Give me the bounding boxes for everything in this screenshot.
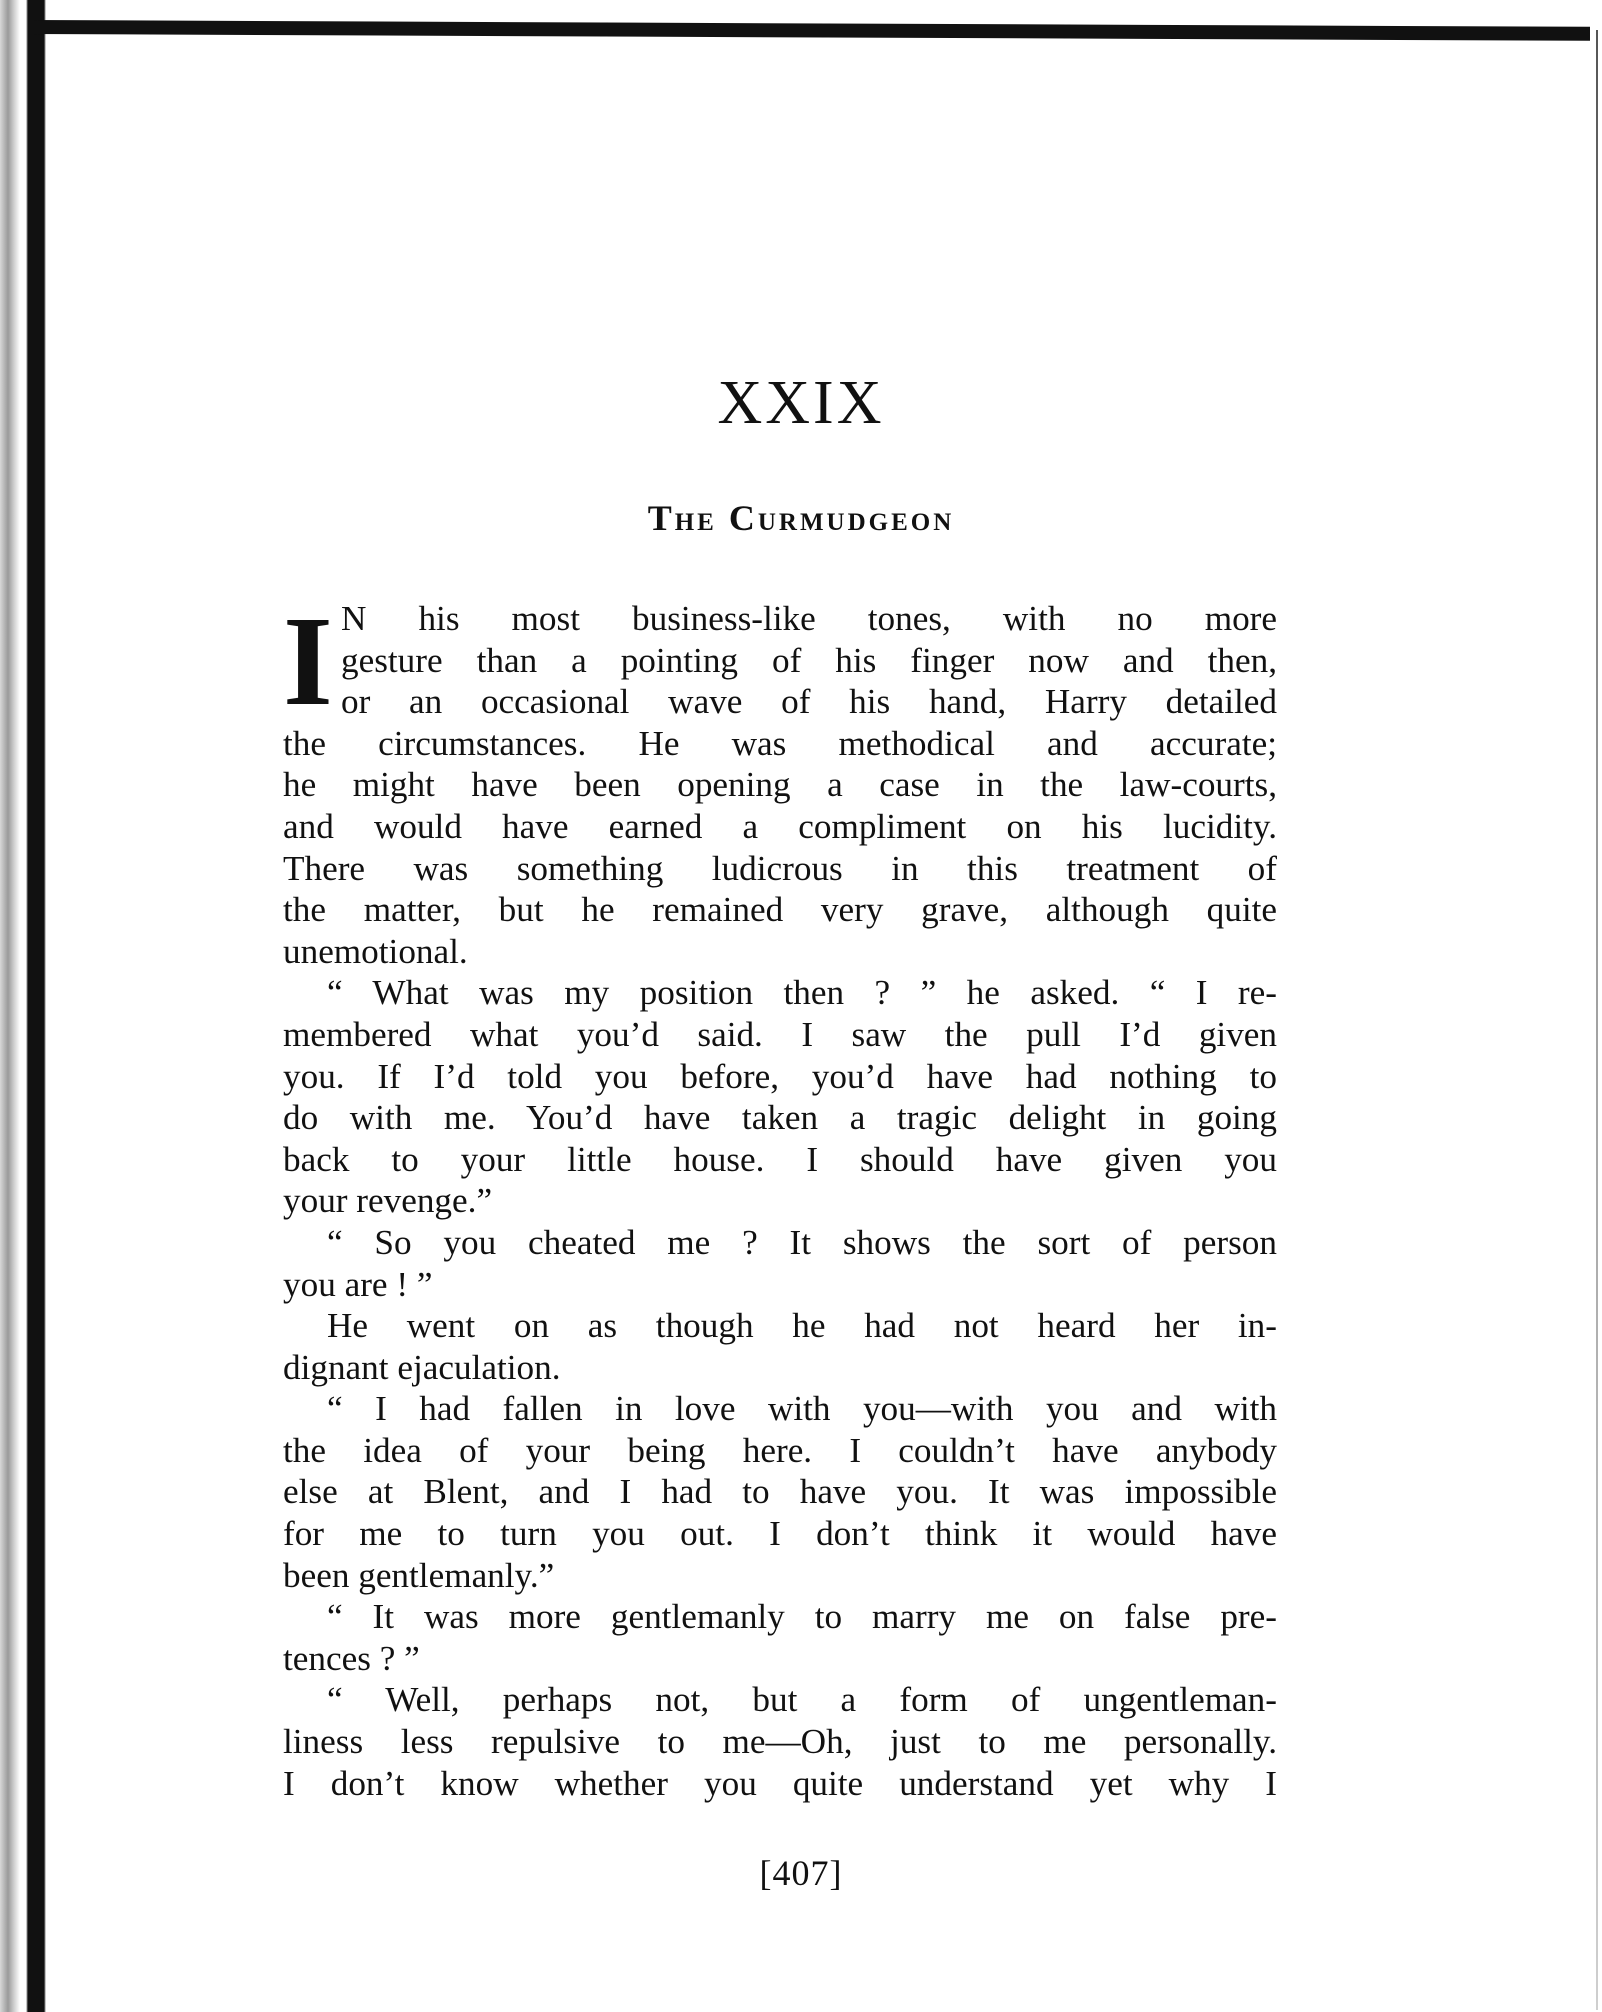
text-line: tences ? ” [283, 1638, 420, 1678]
body-text [283, 590, 1277, 1804]
text-line: the circumstances. He was methodical and accurate; [283, 723, 1277, 763]
text-line: else at Blent, and I had to have you. It was impossible [283, 1472, 1277, 1512]
text-line: dignant ejaculation. [283, 1347, 561, 1387]
text-line: the idea of your being here. I couldn’t have anybody [283, 1430, 1277, 1470]
text-line: been gentlemanly.” [283, 1555, 555, 1595]
text-line: N his most business-like tones, with no more [341, 599, 1277, 638]
text-line: do with me. You’d have taken a tragic delight in going [283, 1098, 1277, 1138]
text-line: “ I had fallen in love with you—with you and with [327, 1389, 1277, 1429]
text-line: for me to turn you out. I don’t think it would have [283, 1514, 1277, 1554]
text-line: “ What was my position then ? ” he asked. “ I re- [327, 973, 1277, 1013]
text-line: your revenge.” [283, 1181, 493, 1221]
page-number: [407] [759, 1853, 843, 1893]
text-line: “ It was more gentlemanly to marry me on false pre- [327, 1597, 1277, 1637]
text-line: “ Well, perhaps not, but a form of ungentleman- [327, 1680, 1277, 1720]
text-line: the matter, but he remained very grave, although quite [283, 890, 1277, 930]
scan-binding-edge [0, 0, 46, 2012]
text-line: membered what you’d said. I saw the pull I’d given [283, 1014, 1277, 1054]
text-line: or an occasional wave of his hand, Harry detailed [341, 682, 1277, 722]
text-line: and would have earned a compliment on his lucidity. [283, 806, 1277, 846]
text-line: gesture than a pointing of his finger now and then, [341, 640, 1277, 680]
text-line: I don’t know whether you quite understand yet why I [283, 1763, 1277, 1803]
drop-cap: I [283, 590, 333, 732]
text-line: he might have been opening a case in the law-courts, [283, 765, 1277, 805]
text-line: He went on as though he had not heard her in- [327, 1306, 1277, 1346]
text-line: liness less repulsive to me—Oh, just to me personally. [283, 1722, 1277, 1762]
text-line: unemotional. [283, 931, 468, 971]
scan-top-edge [30, 20, 1590, 41]
text-line: you. If I’d told you before, you’d have had nothing to [283, 1056, 1277, 1096]
text-line: you are ! ” [283, 1264, 433, 1304]
scan-right-edge [1596, 30, 1598, 2010]
chapter-title: The Curmudgeon [647, 498, 955, 538]
text-line: back to your little house. I should have given you [283, 1139, 1277, 1179]
chapter-number: XXIX [717, 369, 885, 437]
text-line: There was something ludicrous in this treatment of [283, 848, 1277, 888]
text-line: “ So you cheated me ? It shows the sort of person [327, 1222, 1277, 1262]
